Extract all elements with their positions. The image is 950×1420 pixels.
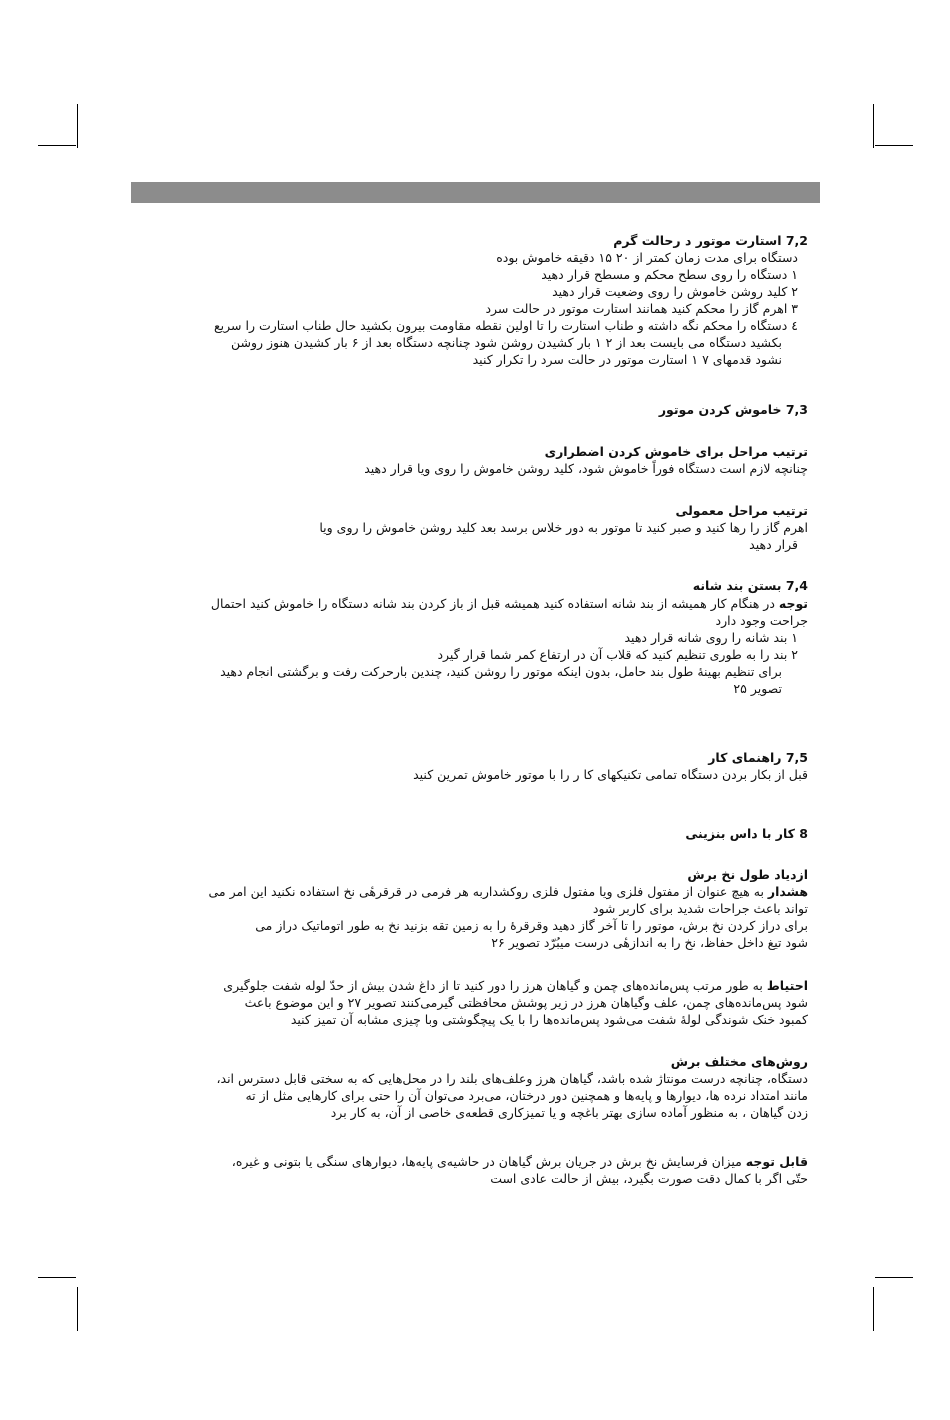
note-label: توجه [778,596,808,611]
paragraph-line: تواند باعث جراحات شدید برای کاربر شود [592,901,808,916]
list-item: ۱ دستگاه را روی سطح محکم و مسطح قرار دهید [541,267,798,282]
crop-mark [77,1287,78,1331]
paragraph-line: برای تنظیم بهینهٔ طول بند حامل، بدون اینکه موتور را روشن کنید، چندین بارحرکت رفت و برگشتی انجام دهید [220,664,782,679]
subsection-title: ازدیاد طول نخ برش [687,867,808,882]
paragraph-line: حتّی اگر با کمال دقت صورت بگیرد، بیش از حالت عادی است [490,1171,808,1186]
paragraph-line: شود تیغ داخل حفاظ، نخ را به اندازهٔی درست میبُرّد تصویر ۲۶ [491,935,808,950]
paragraph-line: چنانچه لازم است دستگاه فوراً خاموش شود، کلید روشن خاموش را روی ویا قرار دهید [364,461,808,476]
crop-mark [38,1277,76,1278]
paragraph-line: دستگاه برای مدت زمان کمتر از ۲۰ ۱۵ دقیقه خاموش بوده [496,250,798,265]
list-item: ۳ اهرم گاز را محکم کنید همانند استارت موتور در حالت سرد [485,301,798,316]
paragraph-line: جراحت وجود دارد [715,613,808,628]
section-7-5-title: 7,5 راهنمای کار [708,750,808,765]
section-7-4-title: 7,4 بستن بند شانه [692,578,808,593]
crop-mark [873,104,874,148]
paragraph-line: شود پس‌مانده‌های چمن، علف وگیاهان هرز در زیر پوشش محافظتی گیرمی‌کنند تصویر ۲۷ و این موضوع باعث [244,995,808,1010]
crop-mark [77,104,78,148]
crop-mark [875,1277,913,1278]
paragraph-line: زدن گیاهان ، به منظور آماده سازی بهتر باغچه و یا تمیزکاری قطعه‌ی خاصی از آن، به کار برد [330,1105,808,1120]
caution-label: احتیاط [766,978,808,993]
list-item: ۲ بند را به طوری تنظیم کنید که قلاب آن در ارتفاع کمر شما قرار گیرد [437,647,798,662]
subsection-title: ترتیب مراحل برای خاموش کردن اضطراری [544,444,808,459]
paragraph-line: نشود قدمهای ۷ ۱ استارت موتور در حالت سرد را تکرار کنید [472,352,782,367]
paragraph-line: مانند امتداد نرده ها، دیوارها و پایه‌ها و همچنین دور درختان، می‌برد می‌توان آن را حتی برای کارهایی مثل از ته [245,1088,808,1103]
subsection-title: ترتیب مراحل معمولی [675,503,808,518]
list-item: ٤ دستگاه را محکم نگه داشته و طناب استارت را تا اولین نقطه مقاومت بیرون بکشید حال طناب استارت را سریع [214,318,798,333]
paragraph-line: هشدار به هیچ عنوان از مفتول فلزی ویا مفتول فلزی روکشداربه هر فرمی در قرقرهٔی نخ استفاده نکنید این امر می [208,884,808,899]
paragraph-line: تصویر ۲۵ [733,681,782,696]
paragraph-line: قابل توجه میزان فرسایش نخ برش در جریان برش گیاهان در حاشیه‌ی پایه‌ها، دیوارهای سنگی یا بتونی و غیره، [231,1154,808,1169]
subsection-title: روش‌های مختلف برش [670,1054,808,1069]
paragraph-line: توجه در هنگام کار همیشه از بند شانه استفاده کنید همیشه قبل از باز کردن بند شانه دستگاه را خاموش کنید احتمال [210,596,808,611]
crop-mark [38,145,76,146]
header-band [131,182,820,203]
paragraph-line: احتیاط به طور مرتب پس‌مانده‌های چمن و گیاهان هرز را دور کنید تا از داغ شدن بیش از حدّ لوله شفت جلوگیری [223,978,808,993]
paragraph-line: بکشید دستگاه می بایست بعد از ۲ ۱ بار کشیدن روشن شود چنانچه دستگاه بعد از ۶ بار کشیدن هنوز روشن [230,335,782,350]
list-item: ۱ بند شانه را روی شانه قرار دهید [624,630,798,645]
paragraph-line: قبل از بکار بردن دستگاه تمامی تکنیکهای کا ر را با موتور خاموش تمرین کنید [413,767,808,782]
paragraph-line: اهرم گاز را رها کنید و صبر کنید تا موتور به دور خلاس برسد بعد کلید روشن خاموش را روی ویا [319,520,808,535]
list-item: ۲ کلید روشن خاموش را روی وضعیت قرار دهید [552,284,798,299]
warning-label: هشدار [767,884,808,899]
crop-mark [873,1287,874,1331]
section-7-2-title: 7,2 استارت موتور د رحالت گرم [613,233,808,248]
paragraph-line: کمبود خنک شوندگی لولهٔ شفت می‌شود پس‌مانده‌ها را با یک پیچگوشتی وبا چیزی مشابه آن تمیز کنید [290,1012,808,1027]
paragraph-line: دستگاه، چنانچه درست مونتاژ شده باشد، گیاهان هرز وعلف‌های بلند را در محل‌هایی که به سختی قابل دسترس اند، [216,1071,808,1086]
attention-label: قابل توجه [745,1154,808,1169]
section-8-title: 8 کار با داس بنزینی [685,826,808,841]
crop-mark [875,145,913,146]
section-7-3-title: 7,3 خاموش کردن موتور [658,402,808,417]
paragraph-line: برای دراز کردن نخ برش، موتور را تا آخر گاز دهید وقرقرهٔ را به زمین تقه بزنید نخ به طور اتوماتیک دراز می [255,918,808,933]
paragraph-line: قرار دهید [749,537,798,552]
